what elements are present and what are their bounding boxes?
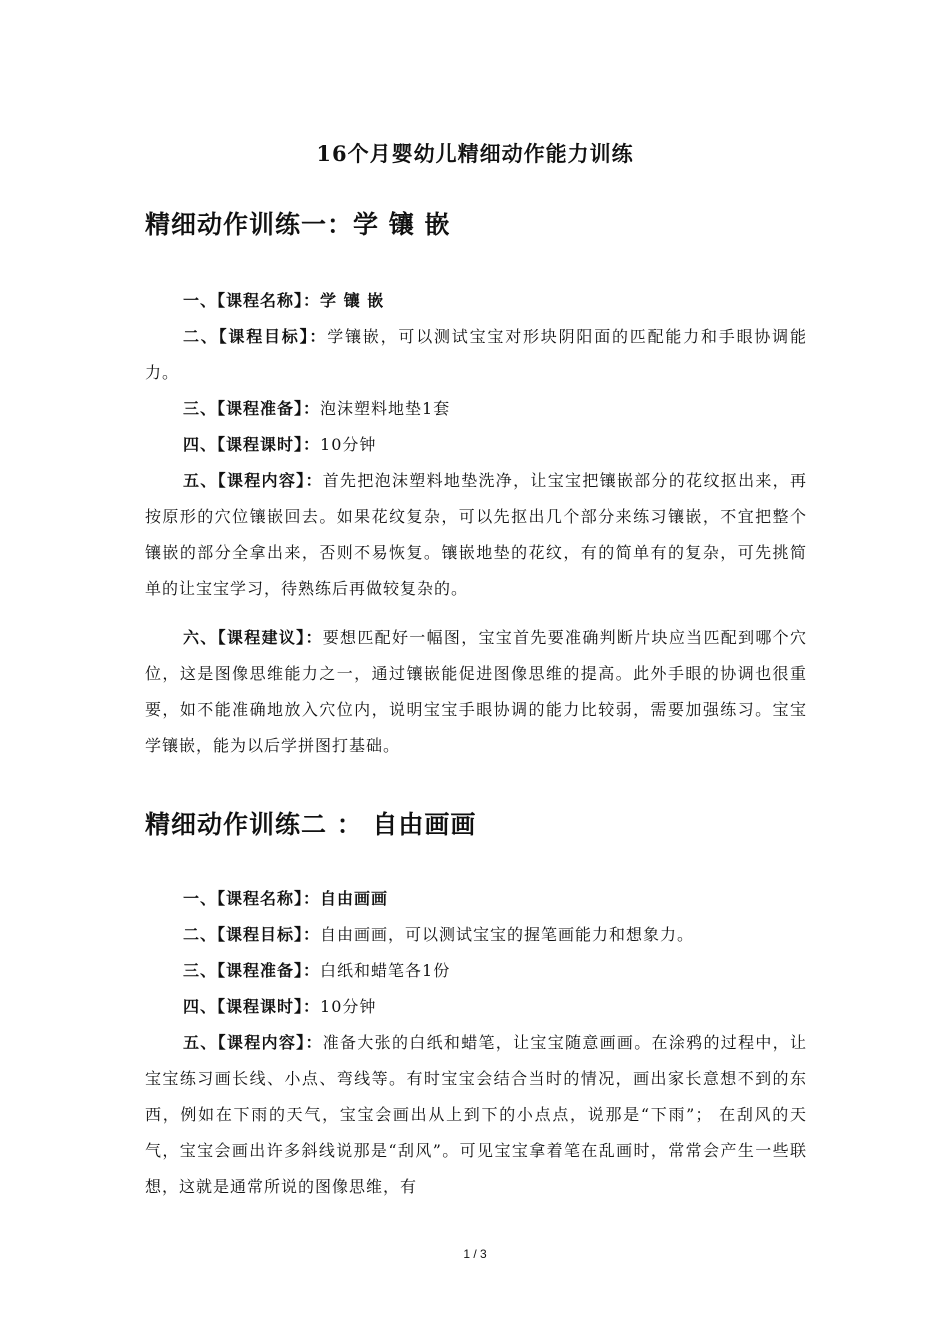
- item-text: 学镶嵌，可以测试宝宝对形块阴阳面的匹配能力和手眼协调能力。: [145, 327, 807, 382]
- item-lead: 二、【课程目标】：: [183, 925, 321, 944]
- section1-course-goal: [145, 319, 807, 391]
- item-text: 自由画画，可以测试宝宝的握笔画能力和想象力。: [320, 925, 695, 944]
- item-text: 白纸和蜡笔各1份: [320, 961, 451, 980]
- section2-course-name: [145, 881, 807, 917]
- page-number: 1 / 3: [463, 1247, 487, 1261]
- item-lead: 四、【课程课时】：: [183, 435, 321, 454]
- section2-course-goal: [145, 917, 807, 953]
- item-lead: 一、【课程名称】：: [183, 889, 321, 908]
- section2-course-duration: [145, 989, 807, 1025]
- item-lead: 三、【课程准备】：: [183, 399, 321, 418]
- item-lead: 三、【课程准备】：: [183, 961, 321, 980]
- item-text: 准备大张的白纸和蜡笔，让宝宝随意画画。在涂鸦的过程中，让宝宝练习画长线、小点、弯线等。有时宝宝会结合当时的情况，画出家长意想不到的东西，例如在下雨的天气，宝宝会画出从上到下的小点点，说那是“下雨”； 在刮风的天气，宝宝会画出许多斜线说那是“刮风”。可见宝宝拿着笔在乱画时，常常会产生一些联想，这就是通常所说的图像思维，有: [145, 1033, 807, 1196]
- item-text: 10分钟: [320, 435, 377, 454]
- item-text: 泡沫塑料地垫1套: [320, 399, 451, 418]
- section2-course-preparation: [145, 953, 807, 989]
- item-lead: 一、【课程名称】：: [183, 291, 321, 310]
- section1-course-content: [145, 463, 807, 607]
- item-text: 首先把泡沫塑料地垫洗净，让宝宝把镶嵌部分的花纹抠出来，再按原形的穴位镶嵌回去。如果花纹复杂，可以先抠出几个部分来练习镶嵌，不宜把整个镶嵌的部分全拿出来，否则不易恢复。镶嵌地垫的花纹，有的简单有的复杂，可先挑简单的让宝宝学习，待熟练后再做较复杂的。: [145, 471, 807, 598]
- item-text: 自由画画: [320, 889, 389, 908]
- section2-course-content: [145, 1025, 807, 1205]
- item-lead: 五、【课程内容】：: [183, 1033, 323, 1052]
- section1-course-name: [145, 283, 807, 319]
- section1-course-duration: [145, 427, 807, 463]
- item-lead: 六、【课程建议】：: [183, 628, 323, 647]
- section1-course-preparation: [145, 391, 807, 427]
- section2-heading: 精细动作训练二 ： 自由画画: [145, 810, 477, 839]
- item-text: 要想匹配好一幅图，宝宝首先要准确判断片块应当匹配到哪个穴位，这是图像思维能力之一，通过镶嵌能促进图像思维的提高。此外手眼的协调也很重要，如不能准确地放入穴位内，说明宝宝手眼协调的能力比较弱，需要加强练习。宝宝学镶嵌，能为以后学拼图打基础。: [145, 628, 807, 755]
- item-text: 学 镶 嵌: [320, 291, 385, 310]
- item-lead: 二、【课程目标】：: [183, 327, 328, 346]
- document-title: 16个月婴幼儿精细动作能力训练: [316, 141, 634, 166]
- item-lead: 四、【课程课时】：: [183, 997, 321, 1016]
- section1-course-advice: [145, 620, 807, 764]
- section1-heading: 精细动作训练一：学 镶 嵌: [145, 210, 451, 239]
- item-lead: 五、【课程内容】：: [183, 471, 323, 490]
- item-text: 10分钟: [320, 997, 377, 1016]
